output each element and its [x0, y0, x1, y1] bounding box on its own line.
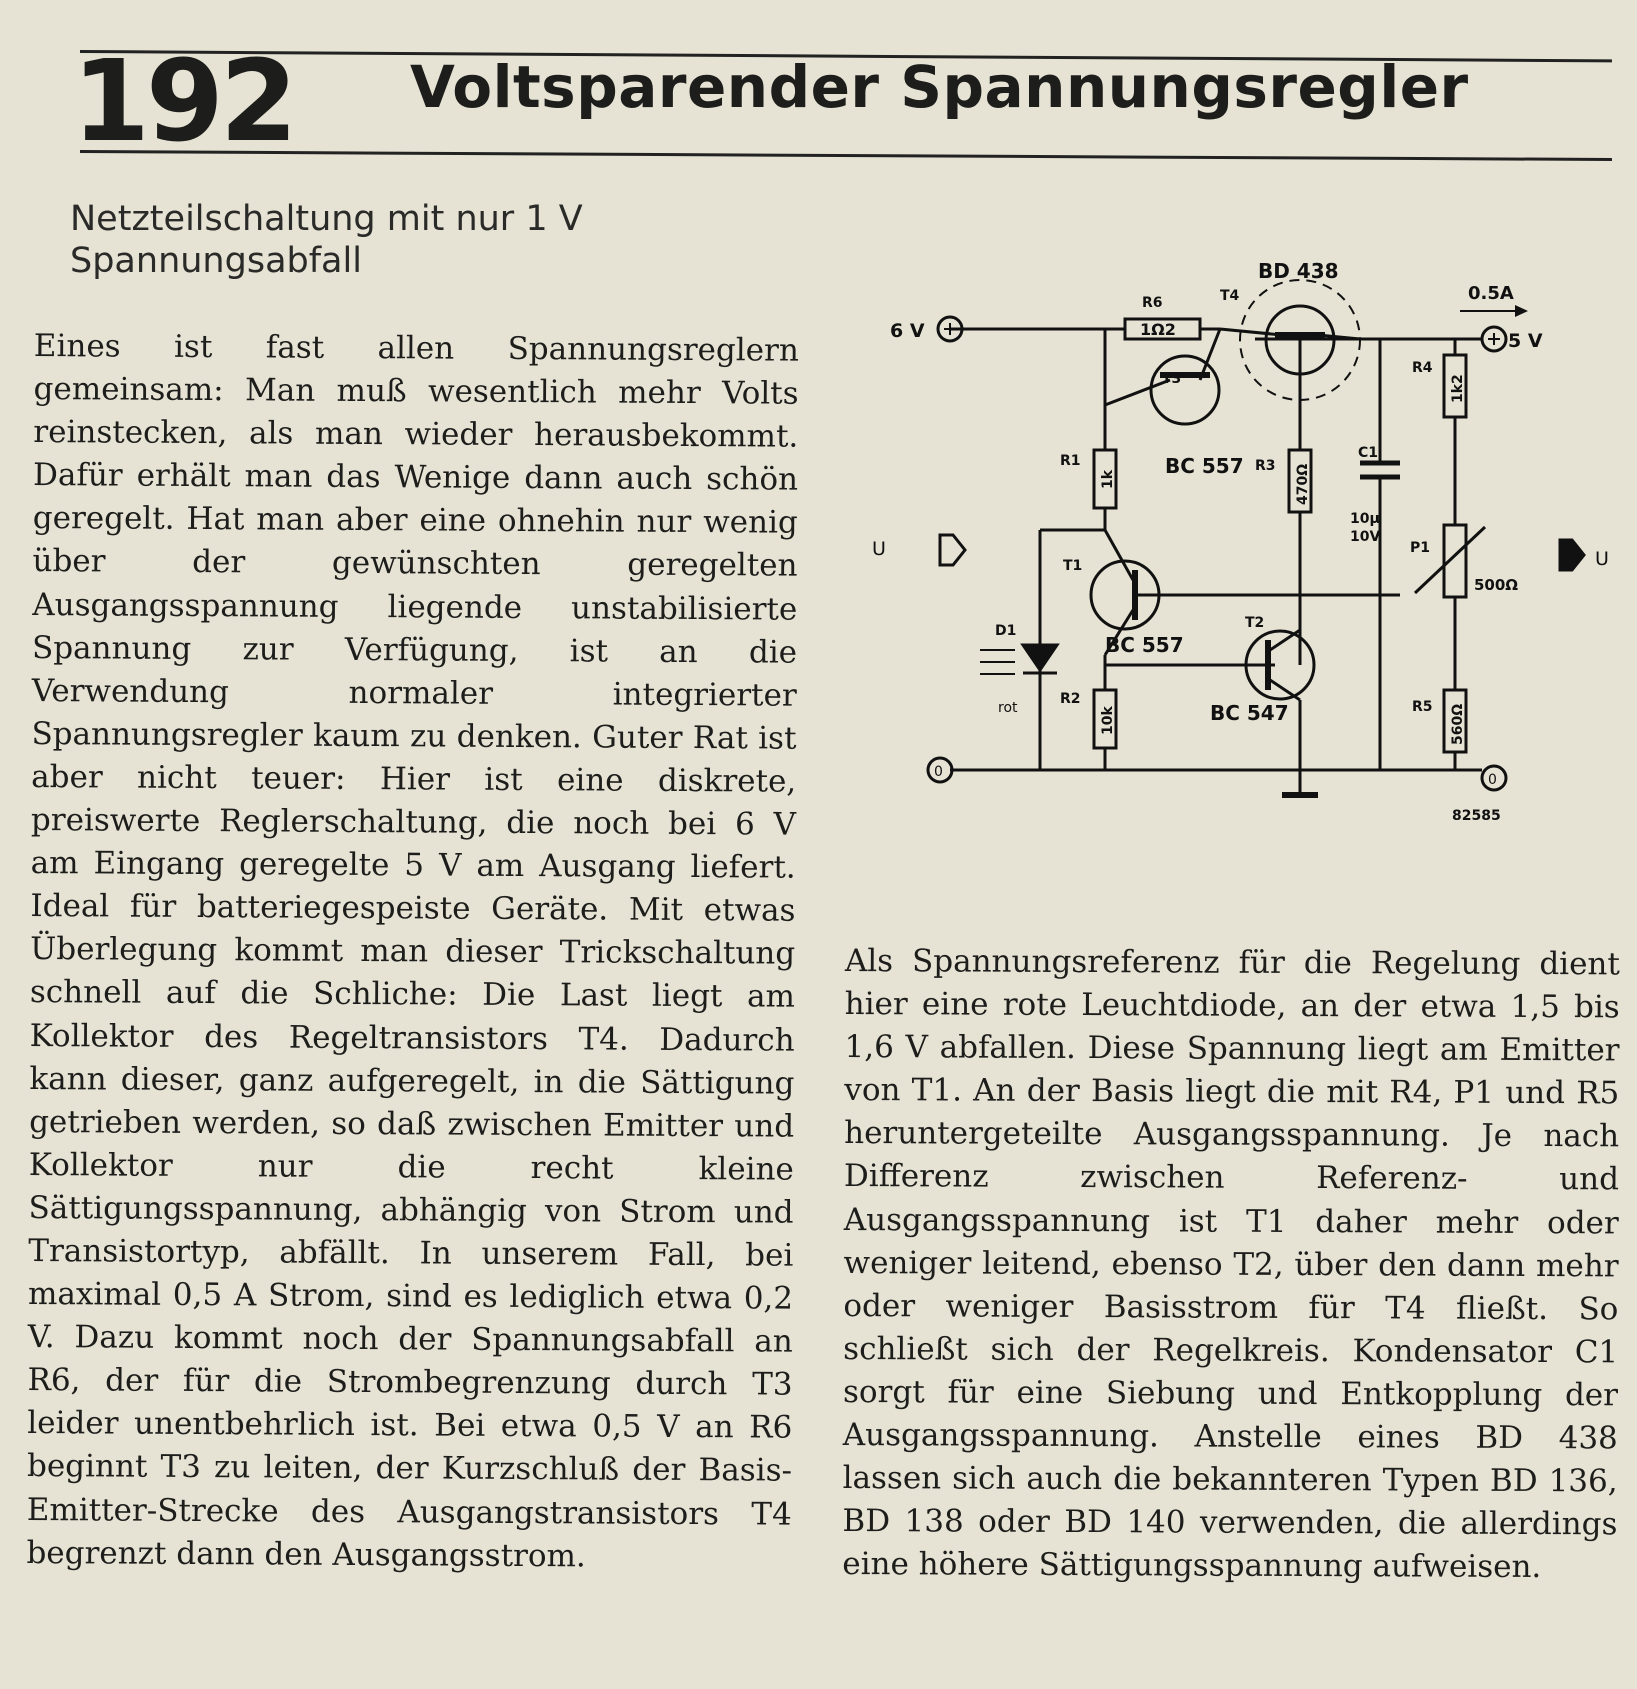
label-t4-ref: T4 [1220, 288, 1240, 304]
t4-emitter [1220, 329, 1282, 335]
label-c1-ref: C1 [1358, 445, 1379, 461]
label-output-u: U [1595, 548, 1609, 570]
label-d1-ref: D1 [995, 623, 1017, 639]
label-p1-ref: P1 [1410, 540, 1431, 556]
body-text-right-column: Als Spannungsreferenz für die Regelung dient hier eine rote Leuchtdiode, an der etwa 1,5 bis 1,6 V abfallen. Diese Spannung liegt am Emitter von T1. An der Basis liegt die mit R4, P1 und R5 heruntergeteilte Ausgangsspannung. Je nach Differenz zwischen Referenz- und Ausgangsspannung ist T1 daher mehr oder weniger leitend, ebenso T2, über den dann mehr oder weniger Basisstrom für T4 fließt. So schließt sich der Regelkreis. Kondensator C1 sorgt für eine Siebung und Entkopplung der Ausgangsspannung. Anstelle eines BD 438 lassen sich auch die bekannteren Typen BD 136, BD 138 oder BD 140 verwenden, die allerdings eine höhere Sättigungsspannung aufweisen. [842, 943, 1620, 1586]
article-subtitle: Netzteilschaltung mit nur 1 V Spannungsabfall [70, 199, 583, 281]
label-t3-type: BC 557 [1165, 454, 1244, 478]
label-c1-value: 10μ [1350, 511, 1380, 527]
label-t1-type: BC 557 [1105, 633, 1184, 657]
body-text-left-column: Eines ist fast allen Spannungsreglern gemeinsam: Man muß wesentlich mehr Volts reinstecken, als man wieder herausbekommt. Dafür erhält man das Wenige dann auch schön geregelt. Hat man aber eine ohnehin nur wenig über der gewünschten geregelten Ausgangsspannung liegende unstabilisierte Spannung zur Verfügung, ist an die Verwendung normaler integrierter Spannungsregler kaum zu denken. Guter Rat ist aber nicht teuer: Hier ist eine diskrete, preiswerte Reglerschaltung, die noch bei 6 V am Eingang geregelte 5 V am Ausgang liefert. Ideal für batteriegespeiste Geräte. Mit etwas Überlegung kommt man dieser Trickschaltung schnell auf die Schliche: Die Last liegt am Kollektor des Regeltransistors T4. Dadurch kann dieser, ganz aufgeregelt, in die Sättigung getrieben werden, so daß zwischen Emitter und Kollektor nur die recht kleine Sättigungsspannung, abhängig von Strom und Transistortyp, abfällt. In unserem Fall, bei maximal 0,5 A Strom, sind es lediglich etwa 0,2 V. Dazu kommt noch der Spannungsabfall an R6, der für die Strombegrenzung durch T3 leider unentbehrlich ist. Bei etwa 0,5 V an R6 beginnt T3 zu leiten, der Kurzschluß der Basis-Emitter-Strecke des Ausgangstransistors T4 begrenzt dann den Ausgangsstrom. [26, 327, 799, 1575]
label-t2-type: BC 547 [1210, 701, 1289, 725]
label-r4-ref: R4 [1412, 360, 1433, 376]
label-r2-ref: R2 [1060, 691, 1081, 707]
label-input-voltage: 6 V [890, 320, 925, 342]
input-voltage-arrow [940, 535, 965, 565]
label-t3-ref: T3 [1162, 371, 1182, 387]
t1-emitter [1105, 530, 1133, 580]
t2-collector [1270, 630, 1300, 650]
header-rule-bottom [80, 150, 1612, 161]
article-number: 192 [72, 37, 294, 167]
current-arrow-head [1515, 305, 1528, 317]
label-r1-ref: R1 [1060, 453, 1081, 469]
label-r2-value: 10k [1100, 706, 1116, 735]
t2-emitter [1270, 680, 1300, 700]
label-r5-value: 560Ω [1450, 703, 1466, 745]
label-t2-ref: T2 [1245, 615, 1265, 631]
label-figure-id: 82585 [1452, 808, 1501, 824]
label-output-voltage: 5 V [1508, 330, 1543, 352]
label-r6-value: 1Ω2 [1140, 320, 1176, 339]
output-voltage-arrow [1560, 540, 1584, 570]
label-ground-right: 0 [1488, 772, 1497, 788]
t3-left [1105, 380, 1170, 405]
article-title: Voltsparender Spannungsregler [410, 53, 1469, 121]
label-output-current: 0.5A [1468, 283, 1514, 304]
label-r1-value: 1k [1100, 469, 1116, 489]
label-r4-value: 1k2 [1450, 374, 1466, 403]
circuit-schematic [860, 245, 1620, 835]
label-p1-value: 500Ω [1474, 576, 1519, 594]
label-ground-left: 0 [934, 764, 943, 780]
transistor-t3 [1151, 356, 1219, 424]
led-d1 [1023, 645, 1057, 670]
label-r5-ref: R5 [1412, 699, 1433, 715]
label-r3-ref: R3 [1255, 458, 1276, 474]
label-t4-type: BD 438 [1258, 259, 1339, 283]
label-input-u: U [872, 538, 886, 560]
label-c1-voltage: 10V [1350, 529, 1381, 545]
label-r6-ref: R6 [1142, 295, 1163, 311]
label-d1-value: rot [998, 700, 1018, 716]
label-t1-ref: T1 [1063, 558, 1083, 574]
label-r3-value: 470Ω [1295, 463, 1311, 505]
